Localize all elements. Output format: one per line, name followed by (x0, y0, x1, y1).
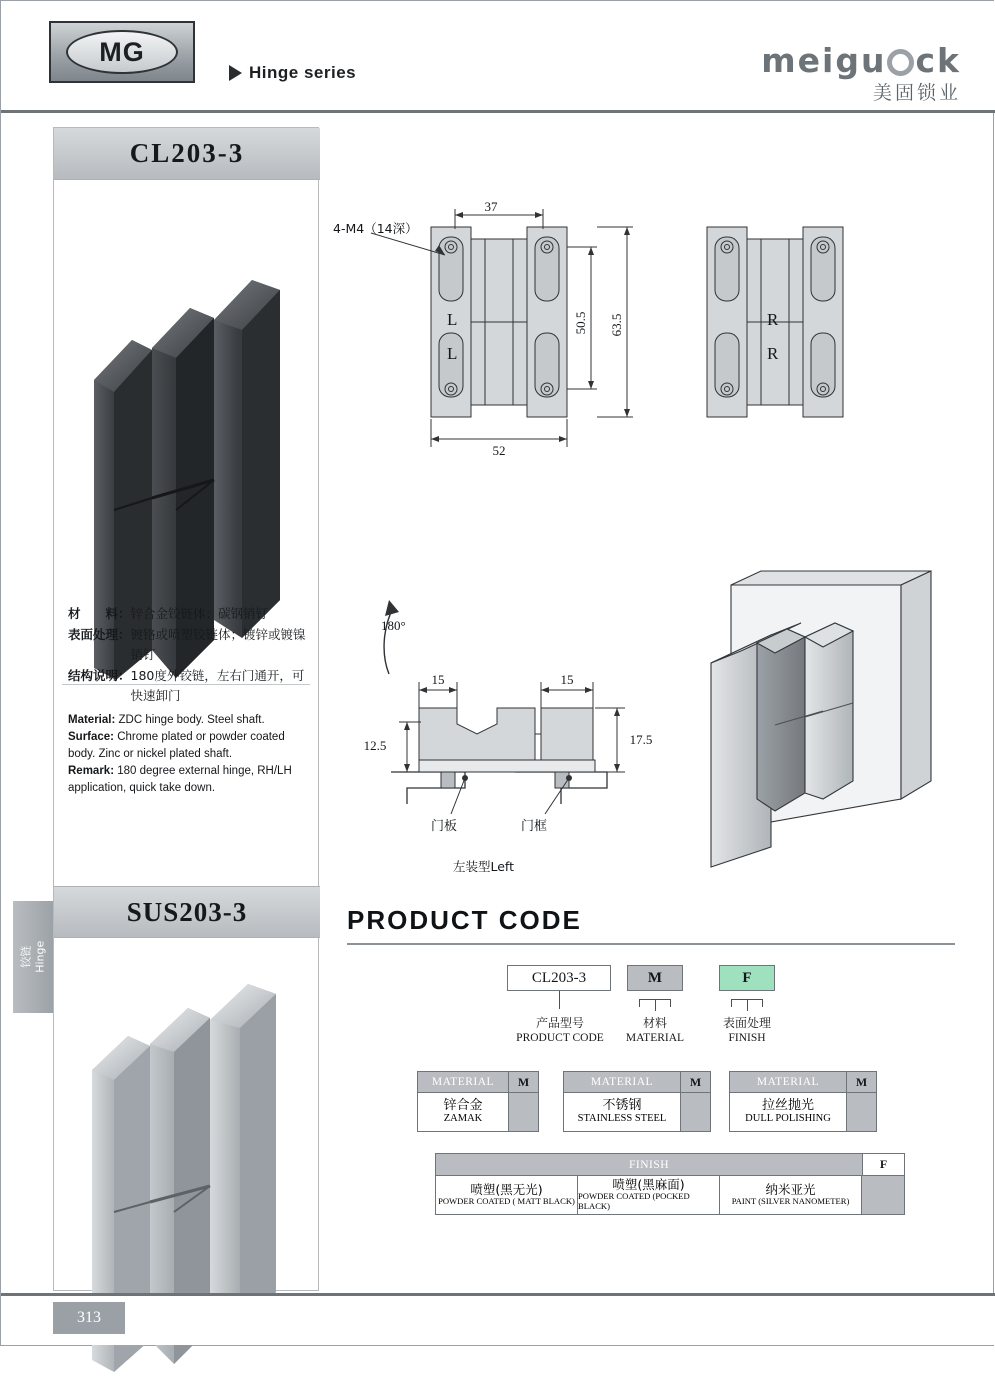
model-header-2 (54, 886, 320, 938)
material-code-cell (846, 1093, 876, 1131)
model-name-1: CL203-3 (129, 138, 245, 168)
finish-table-body (436, 1176, 904, 1214)
material-table-header (564, 1072, 710, 1093)
spec-row-en (68, 712, 308, 729)
spec-key-en: Material: (68, 714, 116, 726)
material-cn: 拉丝抛光 (761, 1097, 814, 1113)
spec-row-cn (68, 666, 312, 705)
finish-en: POWDER COATED ( MATT BLACK) (438, 1196, 575, 1207)
label-door-panel: 门板 (431, 819, 458, 834)
spec-row-en (68, 763, 308, 797)
brand-chinese: 美固锁业 (872, 82, 961, 104)
spec-key-cn: 表面处理： (68, 627, 131, 643)
side-tab-en: Hinge (33, 940, 46, 974)
material-header-label: MATERIAL (564, 1072, 680, 1092)
mark-R: R (767, 310, 779, 329)
material-table-header (418, 1072, 538, 1093)
spec-key-cn: 材 料： (68, 606, 131, 621)
legend-en: FINISH (728, 1032, 766, 1045)
brand-mark (761, 41, 961, 105)
spec-row-cn (68, 604, 312, 623)
page-header (1, 1, 995, 113)
material-cell (564, 1093, 680, 1131)
page-number: 313 (53, 1302, 125, 1334)
material-header-label: MATERIAL (730, 1072, 846, 1092)
mark-L: L (447, 310, 458, 329)
finish-en: PAINT (SILVER NANOMETER) (731, 1196, 850, 1207)
material-code-label: M (680, 1072, 710, 1092)
material-table-body (418, 1093, 538, 1131)
side-tab-text (19, 941, 47, 973)
material-table-body (564, 1093, 710, 1131)
material-table-1 (417, 1071, 539, 1132)
model-name-2: SUS203-3 (126, 896, 248, 927)
left-product-column (53, 127, 319, 1291)
legend-en: MATERIAL (625, 1032, 685, 1045)
finish-header-label: FINISH (436, 1154, 862, 1175)
code-box-material: M (627, 965, 683, 991)
spec-row-en (68, 729, 308, 763)
connector-finish (747, 999, 748, 1011)
finish-cn: 喷塑(黑麻面) (612, 1177, 685, 1193)
series-title-label: Hinge series (249, 63, 357, 82)
finish-cn: 喷塑(黑无光) (470, 1182, 543, 1198)
legend-cn: 产品型号 (535, 1016, 584, 1030)
spec-value-en: Chrome plated or powder coated body. Zinc or nickel plated shaft. (68, 731, 285, 761)
material-cn: 锌合金 (443, 1097, 483, 1113)
spec-value-en: ZDC hinge body. Steel shaft. (118, 714, 265, 726)
spec-key-cn: 结构说明： (68, 668, 131, 684)
brand-wordmark (761, 41, 961, 80)
material-en: ZAMAK (443, 1113, 483, 1125)
right-content (335, 127, 979, 1291)
material-code-label: M (846, 1072, 876, 1092)
connector-code (559, 991, 560, 1009)
material-code-label: M (508, 1072, 538, 1092)
dim-15-right: 15 (560, 672, 574, 687)
finish-en: POWDER COATED (POCKED BLACK) (578, 1191, 690, 1211)
finish-table (435, 1153, 905, 1215)
finish-code-label: F (862, 1154, 904, 1175)
legend-cn: 表面处理 (722, 1016, 771, 1030)
dim-17-5: 17.5 (629, 732, 653, 747)
mark-L: L (447, 344, 458, 363)
material-cn: 不锈钢 (602, 1097, 642, 1113)
material-code-cell (508, 1093, 538, 1131)
finish-cell (436, 1176, 578, 1214)
material-table-3 (729, 1071, 877, 1132)
angle-180: 180° (381, 618, 406, 633)
material-en: STAINLESS STEEL (577, 1113, 667, 1125)
dim-15-left: 15 (431, 672, 445, 687)
product-code-title: PRODUCT CODE (347, 905, 582, 935)
spec-value-cn: 镀铬或喷塑铰链体；镀锌或镀镍销钉 (130, 627, 306, 662)
spec-value-cn: 180度外铰链，左右门通开，可快速卸门 (130, 668, 305, 703)
finish-code-cell (862, 1176, 904, 1214)
installation-illustration (687, 567, 957, 867)
material-header-label: MATERIAL (418, 1072, 508, 1092)
connector-material (655, 999, 656, 1011)
material-table-2 (563, 1071, 711, 1132)
finish-cell (578, 1176, 720, 1214)
material-code-cell (680, 1093, 710, 1131)
finish-cn: 纳米亚光 (765, 1182, 816, 1198)
material-en: DULL POLISHING (745, 1113, 831, 1125)
dim-50-5: 50.5 (573, 311, 588, 335)
material-table-header (730, 1072, 876, 1093)
company-logo (49, 21, 195, 83)
label-door-frame: 门框 (521, 819, 548, 834)
spec-list-cn (68, 604, 312, 707)
model-header-1 (54, 128, 320, 180)
legend-en: PRODUCT CODE (516, 1032, 604, 1045)
legend-finish (701, 1015, 793, 1047)
spec-value-en: 180 degree external hinge, RH/LH application, quick take down. (68, 765, 292, 795)
finish-table-header (436, 1154, 904, 1176)
material-cell (418, 1093, 508, 1131)
spec-key-en: Surface: (68, 731, 115, 744)
page-footer (1, 1293, 995, 1345)
section-drawing (345, 582, 675, 842)
mark-R: R (767, 344, 779, 363)
callout-4m4: 4-M4（14深） (333, 221, 418, 236)
legend-cn: 材料 (642, 1016, 667, 1030)
spec-row-cn (68, 625, 312, 664)
side-tab-cn: 铰链 (19, 946, 33, 968)
code-box-finish: F (719, 965, 775, 991)
legend-material (609, 1015, 701, 1047)
logo-text: MG (66, 30, 178, 74)
finish-cell (720, 1176, 862, 1214)
dim-52: 52 (492, 443, 506, 458)
dim-63-5: 63.5 (609, 313, 624, 337)
series-title (229, 63, 356, 83)
dim-37: 37 (484, 199, 498, 214)
section-caption: 左装型Left (453, 859, 515, 874)
spec-value-cn: 锌合金铰链体；碳钢销钉 (130, 606, 269, 621)
spec-list-en (68, 712, 308, 797)
material-cell (730, 1093, 846, 1131)
brand-o-icon (887, 49, 914, 76)
top-view-drawing (335, 199, 979, 567)
material-table-body (730, 1093, 876, 1131)
product-code-rule (347, 943, 955, 945)
brand-name: meigu (761, 41, 887, 80)
code-box-product: CL203-3 (507, 965, 611, 991)
dim-12-5: 12.5 (363, 738, 387, 753)
spec-key-en: Remark: (68, 765, 115, 778)
side-index-tab (13, 901, 53, 1013)
brand-suffix: ck (915, 41, 961, 80)
